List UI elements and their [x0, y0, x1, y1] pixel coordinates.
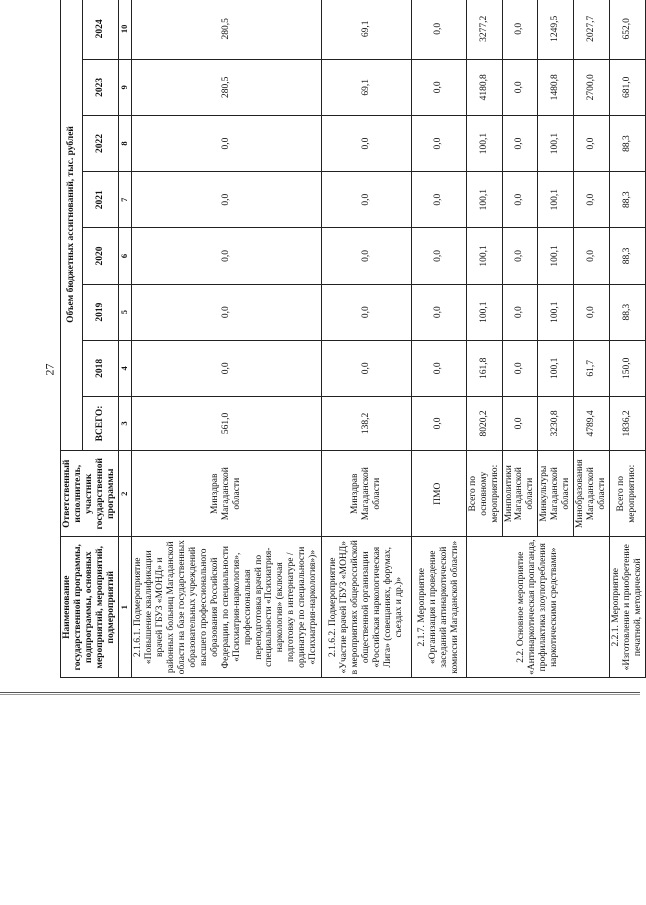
- row-value: 69,1: [321, 59, 411, 115]
- row-value: 0,0: [574, 284, 610, 340]
- row-value: 0,0: [411, 115, 466, 171]
- col-number: 9: [119, 59, 132, 115]
- col-number: 5: [119, 284, 132, 340]
- row-value: 2700,0: [574, 59, 610, 115]
- row-value: 3277,2: [466, 0, 502, 59]
- page-divider: [0, 692, 640, 693]
- page-divider: [0, 694, 640, 695]
- column-numbers-row: [119, 0, 132, 678]
- row-value: 100,1: [538, 172, 574, 228]
- row-total: 1836,2: [609, 396, 645, 450]
- row-responsible: Минполитики Магаданской области: [502, 450, 538, 536]
- row-value: 0,0: [131, 340, 321, 396]
- row-value: 4180,8: [466, 59, 502, 115]
- table-row: [321, 0, 411, 678]
- budget-table: [60, 0, 646, 678]
- table-row: [609, 0, 645, 678]
- row-value: 0,0: [502, 228, 538, 284]
- row-value: 0,0: [411, 228, 466, 284]
- row-value: 100,1: [466, 115, 502, 171]
- table-row: [411, 0, 466, 678]
- row-total: 3230,8: [538, 396, 574, 450]
- row-value: 100,1: [538, 284, 574, 340]
- col-number: 6: [119, 228, 132, 284]
- row-value: 0,0: [131, 284, 321, 340]
- col-number: 8: [119, 115, 132, 171]
- row-value: 0,0: [131, 228, 321, 284]
- row-value: 0,0: [321, 340, 411, 396]
- row-value: 1249,5: [538, 0, 574, 59]
- col-number: 2: [119, 450, 132, 536]
- rotated-table-wrapper: [60, 0, 643, 678]
- header-year: 2023: [83, 59, 119, 115]
- col-number: 7: [119, 172, 132, 228]
- row-name: 2.1.6.1. Подмероприятие «Повышение квалификации врачей ГБУЗ «МОНД» и районных больниц Магаданской области на базе государственных образовательных учреждений высшего профессионального образования Российской Федерации, по специальности «Психиатрия-наркология», профессиональная переподготовка врачей по специальности «Психиатрия-наркология» (включая подготовку в интернатуре /ординатуре по специальности «Психиатрия-наркология»)»: [131, 537, 321, 678]
- row-name: 2.2.1. Мероприятие «Изготовление и приобретение печатной, методической: [609, 537, 645, 678]
- table-row: [466, 0, 502, 678]
- main-event-name: 2.2. Основное мероприятие «Антинаркотическая пропаганда, профилактика злоупотребления наркотическими средствами»: [466, 537, 609, 678]
- row-value: 0,0: [321, 172, 411, 228]
- header-name: Наименование государственной программы, подпрограммы, основных мероприятий, мероприятий, подмероприятий: [61, 537, 119, 678]
- row-value: 0,0: [502, 59, 538, 115]
- row-value: 0,0: [321, 115, 411, 171]
- row-value: 100,1: [466, 172, 502, 228]
- row-value: 100,1: [538, 115, 574, 171]
- row-responsible: Минкультуры Магаданской области: [538, 450, 574, 536]
- row-value: 100,1: [538, 340, 574, 396]
- header-total: ВСЕГО:: [83, 396, 119, 450]
- row-responsible: Всего по мероприятию:: [609, 450, 645, 536]
- row-value: 88,3: [609, 228, 645, 284]
- row-value: 88,3: [609, 284, 645, 340]
- row-total: 8020,2: [466, 396, 502, 450]
- row-name: 2.1.7. Мероприятие «Организация и проведение заседаний антинаркотической комиссии Магаданской области»: [411, 537, 466, 678]
- header-year: 2018: [83, 340, 119, 396]
- row-value: 0,0: [574, 228, 610, 284]
- header-year: 2019: [83, 284, 119, 340]
- header-budget: Объем бюджетных ассигнований, тыс. рублей: [61, 0, 83, 450]
- row-value: 61,7: [574, 340, 610, 396]
- row-total: 4789,4: [574, 396, 610, 450]
- row-value: 0,0: [131, 115, 321, 171]
- row-value: 0,0: [574, 172, 610, 228]
- row-value: 88,3: [609, 115, 645, 171]
- row-value: 0,0: [321, 284, 411, 340]
- row-value: 2027,7: [574, 0, 610, 59]
- row-value: 681,0: [609, 59, 645, 115]
- row-name: 2.1.6.2. Подмероприятие «Участие врачей ГБУЗ «МОНД» в мероприятиях общероссийской общественной организации «Российская наркологическая Лига» (совещаниях, форумах, съездах и др.)»: [321, 537, 411, 678]
- row-total: 138,2: [321, 396, 411, 450]
- row-value: 0,0: [502, 340, 538, 396]
- row-responsible: ПМО: [411, 450, 466, 536]
- row-value: 0,0: [411, 59, 466, 115]
- row-value: 0,0: [574, 115, 610, 171]
- row-value: 0,0: [131, 172, 321, 228]
- row-total: 561,0: [131, 396, 321, 450]
- row-value: 280,5: [131, 59, 321, 115]
- row-responsible: Минобразования Магаданской области: [574, 450, 610, 536]
- row-value: 0,0: [502, 0, 538, 59]
- row-value: 1480,8: [538, 59, 574, 115]
- row-responsible: Минздрав Магаданской области: [131, 450, 321, 536]
- row-value: 88,3: [609, 172, 645, 228]
- row-value: 69,1: [321, 0, 411, 59]
- row-value: 0,0: [502, 115, 538, 171]
- row-value: 100,1: [538, 228, 574, 284]
- row-total: 0,0: [502, 396, 538, 450]
- row-value: 0,0: [502, 172, 538, 228]
- row-responsible: Минздрав Магаданской области: [321, 450, 411, 536]
- header-year: 2020: [83, 228, 119, 284]
- col-number: 4: [119, 340, 132, 396]
- row-value: 280,5: [131, 0, 321, 59]
- header-year: 2024: [83, 0, 119, 59]
- row-total: 0,0: [411, 396, 466, 450]
- page-number: 27: [42, 363, 57, 376]
- row-value: 0,0: [411, 284, 466, 340]
- col-number: 3: [119, 396, 132, 450]
- row-responsible: Всего по основному мероприятию:: [466, 450, 502, 536]
- header-responsible: Ответственный исполнитель, участник государственной программы: [61, 450, 119, 536]
- header-year: 2022: [83, 115, 119, 171]
- row-value: 0,0: [321, 228, 411, 284]
- row-value: 100,1: [466, 228, 502, 284]
- row-value: 161,8: [466, 340, 502, 396]
- row-value: 150,0: [609, 340, 645, 396]
- row-value: 0,0: [411, 0, 466, 59]
- col-number: 1: [119, 537, 132, 678]
- row-value: 100,1: [466, 284, 502, 340]
- row-value: 652,0: [609, 0, 645, 59]
- col-number: 10: [119, 0, 132, 59]
- row-value: 0,0: [411, 340, 466, 396]
- header-year: 2021: [83, 172, 119, 228]
- row-value: 0,0: [502, 284, 538, 340]
- table-row: [131, 0, 321, 678]
- row-value: 0,0: [411, 172, 466, 228]
